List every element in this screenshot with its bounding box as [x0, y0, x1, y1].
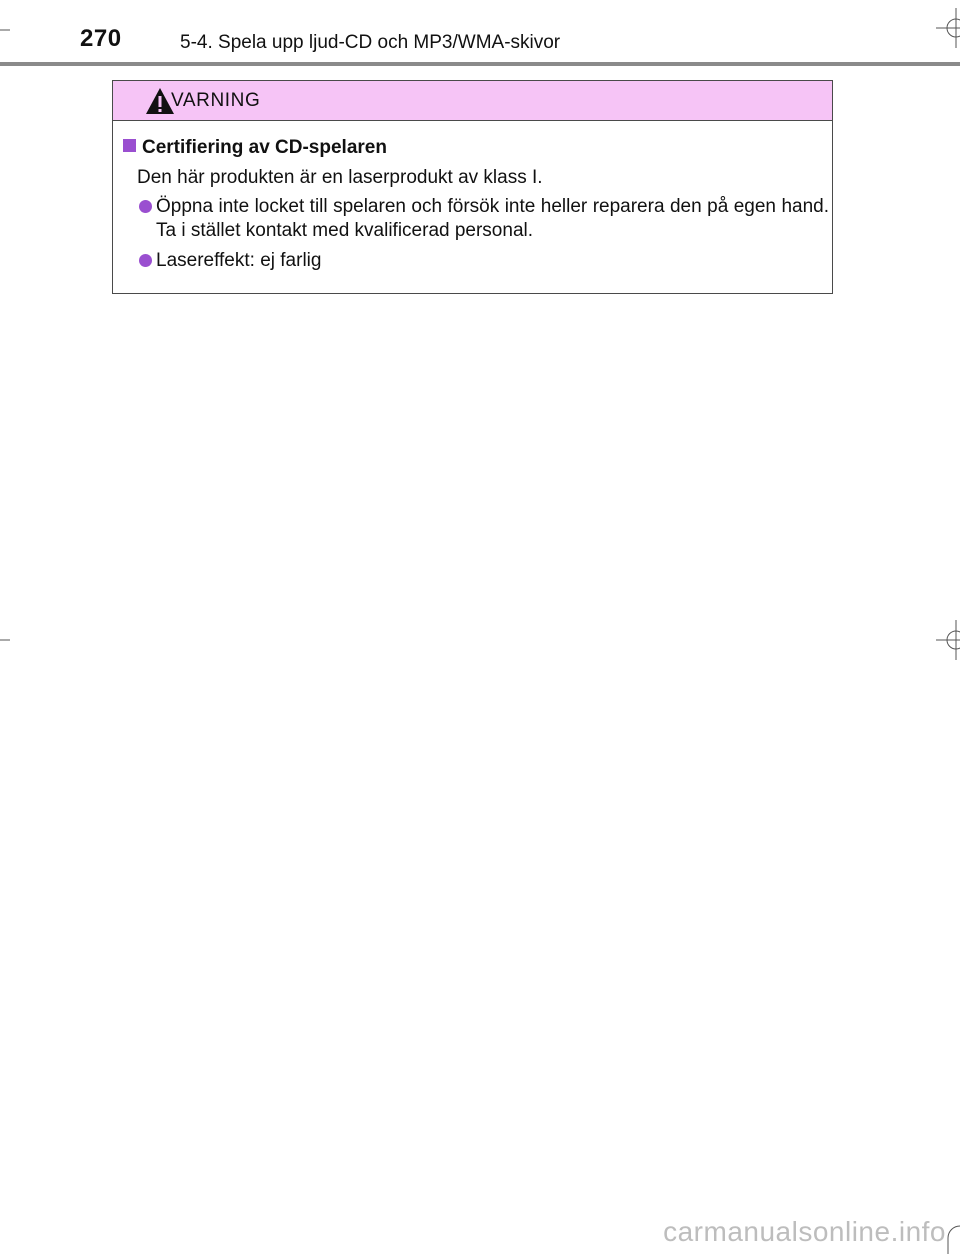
list-item [139, 195, 829, 243]
warning-box [112, 80, 833, 294]
page-number: 270 [80, 25, 122, 52]
crop-mark-mid-left [0, 638, 10, 642]
watermark: carmanualsonline.info [663, 1216, 946, 1247]
section-heading-text: Certifiering av CD-spelaren [142, 137, 387, 158]
round-bullet-icon [139, 200, 152, 213]
registration-mark-mid-right [936, 620, 960, 660]
crop-mark-top-left [0, 28, 10, 32]
running-header: 5-4. Spela upp ljud-CD och MP3/WMA-skivor [180, 32, 561, 53]
header-rule [0, 62, 960, 66]
list-item-text: Öppna inte locket till spelaren och försök inte heller reparera den på egen hand. Ta i stället kontakt med kvalificerad personal. [156, 196, 829, 241]
square-bullet-icon [123, 139, 136, 152]
warning-header [113, 81, 832, 121]
list-item-text: Lasereffekt: ej farlig [156, 250, 322, 271]
section-heading [123, 137, 387, 159]
round-bullet-icon [139, 254, 152, 267]
intro-text: Den här produkten är en laserprodukt av klass I. [137, 167, 543, 188]
list-item [139, 249, 829, 273]
registration-mark-top-right [936, 8, 960, 48]
warning-title: VARNING [171, 90, 261, 111]
